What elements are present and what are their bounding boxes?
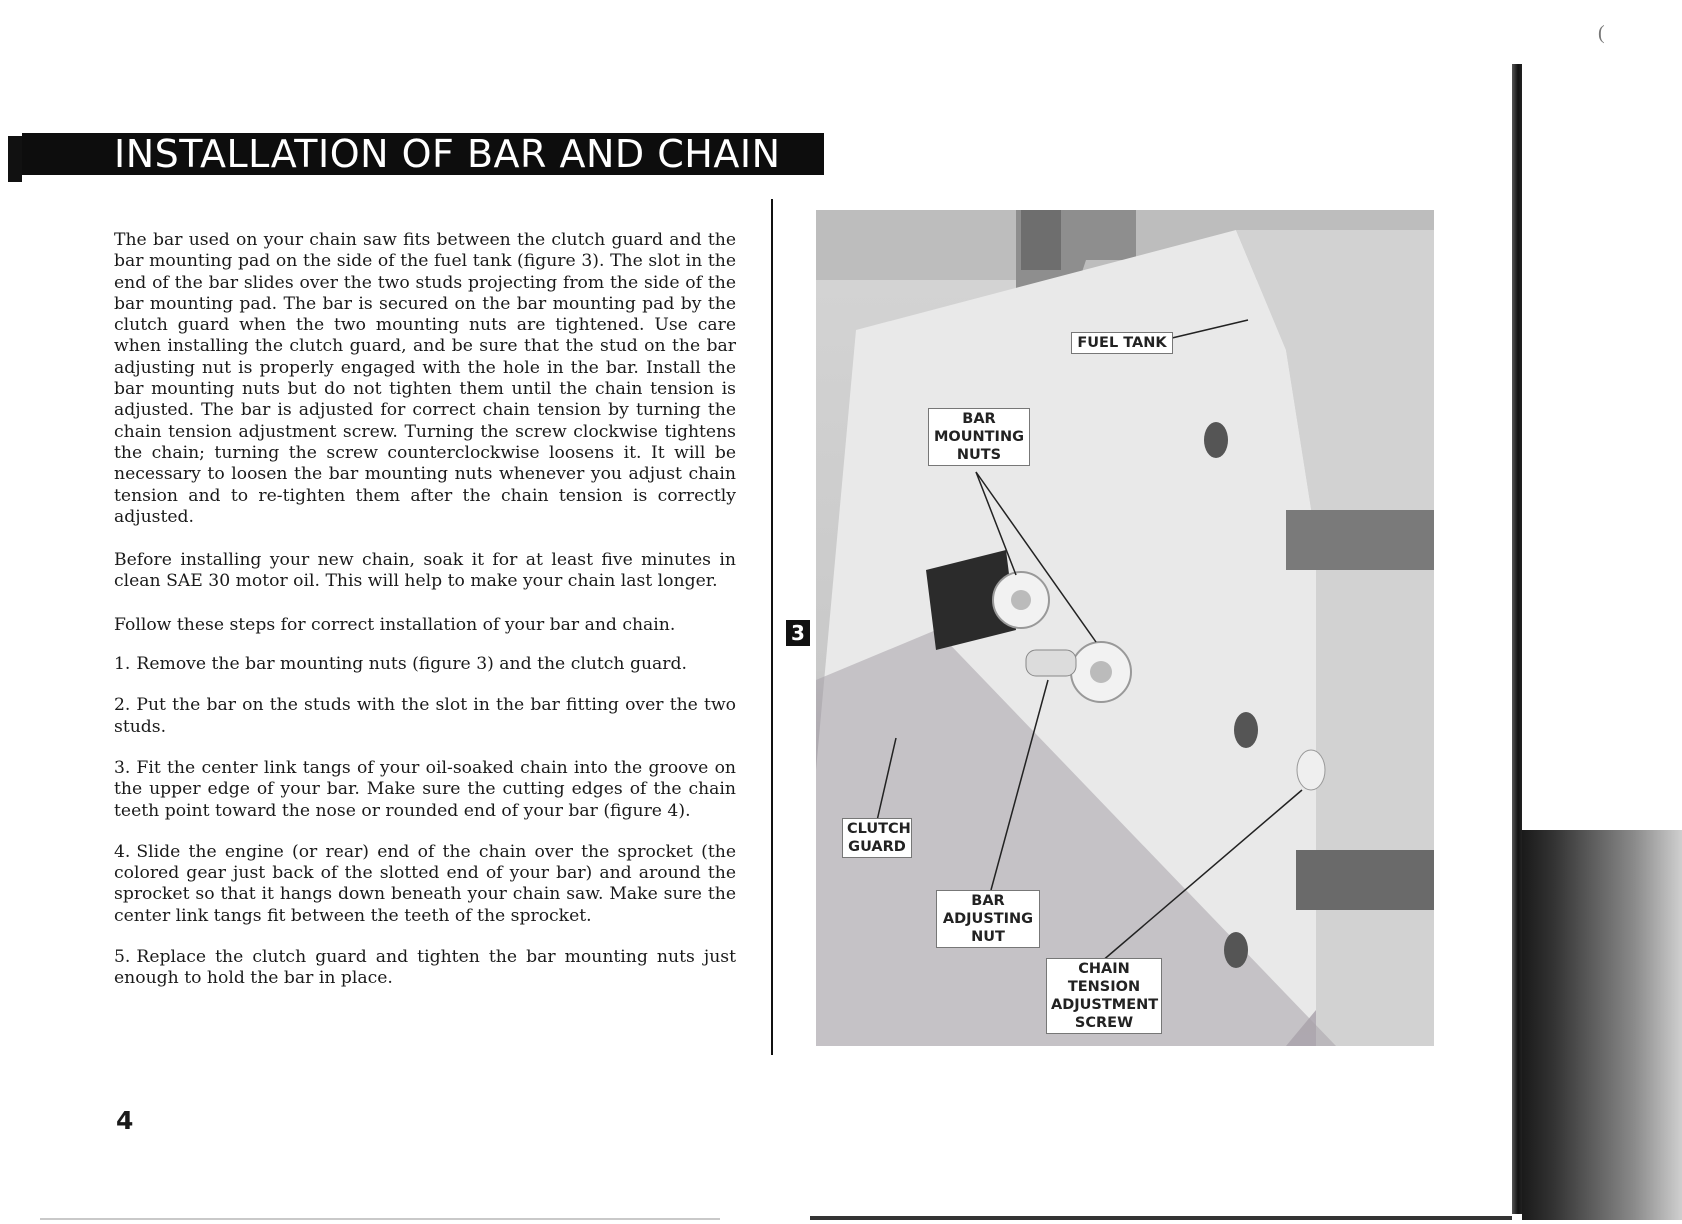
label-fuel-tank	[1071, 332, 1173, 354]
step-item	[114, 654, 736, 675]
step-item	[114, 695, 736, 738]
label-bar-adjusting-nut	[936, 890, 1040, 948]
page-spine-shadow	[1512, 64, 1522, 1214]
bottom-edge-rule	[810, 1216, 1512, 1220]
column-divider	[771, 199, 773, 1055]
step-text: Slide the engine (or rear) end of the chain over the sprocket (the colored gear just back of the slotted end of your bar) and around the sprocket so that it hangs down beneath your chain saw. Make sure the center link tangs fit between the teeth of the sprocket.	[114, 841, 736, 926]
label-line: TENSION	[1067, 979, 1141, 995]
photo-hole-3	[1224, 932, 1248, 968]
label-line: MOUNTING	[934, 429, 1024, 445]
step-number: 4.	[114, 841, 131, 862]
paragraph-bar-description: The bar used on your chain saw fits between the clutch guard and the bar mounting pad on the side of the fuel tank (figure 3). The slot in the end of the bar slides over the two studs projecting from the side of the bar mounting pad. The bar is secured on the bar mounting pad by the clutch guard when the two mounting nuts are tightened. Use care when installing the clutch guard, and be sure that the stud on the bar adjusting nut is properly engaged with the hole in the bar. Install the bar mounting nuts but do not tighten them until the chain tension is adjusted. The bar is adjusted for correct chain tension by turning the chain tension adjustment screw. Turning the screw clockwise tightens the chain; turning the screw counterclockwise loosens it. It will be necessary to loosen the bar mounting nuts whenever you adjust chain tension and to re-tighten them after the chain tension is correctly adjusted.	[114, 230, 736, 527]
photo-dark-part	[1021, 210, 1061, 270]
step-number: 3.	[114, 757, 131, 778]
step-text: Remove the bar mounting nuts (figure 3) and the clutch guard.	[136, 654, 687, 675]
photo-mounting-nut-1-center	[1011, 590, 1031, 610]
paragraph-soak-chain: Before installing your new chain, soak it for at least five minutes in clean SAE 30 motor oil. This will help to make your chain last longer.	[114, 550, 736, 592]
step-item	[114, 947, 736, 990]
label-bar-mounting-nuts	[928, 408, 1030, 466]
label-line: FUEL TANK	[1077, 335, 1167, 351]
label-line: ADJUSTMENT	[1051, 997, 1159, 1013]
photo-hole-2	[1234, 712, 1258, 748]
step-text: Put the bar on the studs with the slot in the bar fitting over the two studs.	[114, 695, 736, 737]
step-text: Fit the center link tangs of your oil-soaked chain into the groove on the upper edge of your bar. Make sure the cutting edges of the chain teeth point toward the nose or rounded end of your bar (figure 4).	[114, 757, 736, 821]
figure-number-badge: 3	[786, 620, 810, 646]
title-tab	[8, 136, 22, 182]
bottom-edge-rule-left	[40, 1218, 720, 1220]
photo-mounting-nut-2-center	[1090, 661, 1112, 683]
page-title: INSTALLATION OF BAR AND CHAIN	[22, 133, 824, 175]
step-number: 5.	[114, 947, 131, 968]
label-clutch-guard	[842, 818, 912, 858]
label-line: NUT	[971, 929, 1005, 945]
paragraph-steps-intro: Follow these steps for correct installation of your bar and chain.	[114, 614, 676, 635]
stray-mark: (	[1598, 22, 1605, 44]
label-line: GUARD	[848, 839, 906, 855]
figure-photo-chainsaw	[816, 210, 1434, 1046]
body-text-column	[114, 230, 736, 1010]
label-line: SCREW	[1074, 1015, 1134, 1031]
photo-chain-upper	[1286, 510, 1434, 570]
step-item	[114, 842, 736, 927]
step-item	[114, 758, 736, 822]
label-line: CHAIN	[1078, 961, 1130, 977]
photo-tension-screw	[1297, 750, 1325, 790]
page-number: 4	[116, 1106, 134, 1135]
page-edge-shadow	[1522, 830, 1682, 1220]
step-number: 1.	[114, 654, 131, 675]
label-chain-tension-adjustment-screw	[1046, 958, 1162, 1034]
photo-chain-lower	[1296, 850, 1434, 910]
photo-hole-1	[1204, 422, 1228, 458]
label-line: BAR	[962, 411, 996, 427]
photo-adjusting-nut	[1026, 650, 1076, 676]
label-line: BAR	[971, 893, 1005, 909]
label-line: NUTS	[956, 447, 1002, 463]
step-number: 2.	[114, 695, 131, 716]
label-line: ADJUSTING	[942, 911, 1034, 927]
step-text: Replace the clutch guard and tighten the bar mounting nuts just enough to hold the bar in place.	[114, 947, 736, 989]
label-line: CLUTCH	[847, 821, 911, 837]
